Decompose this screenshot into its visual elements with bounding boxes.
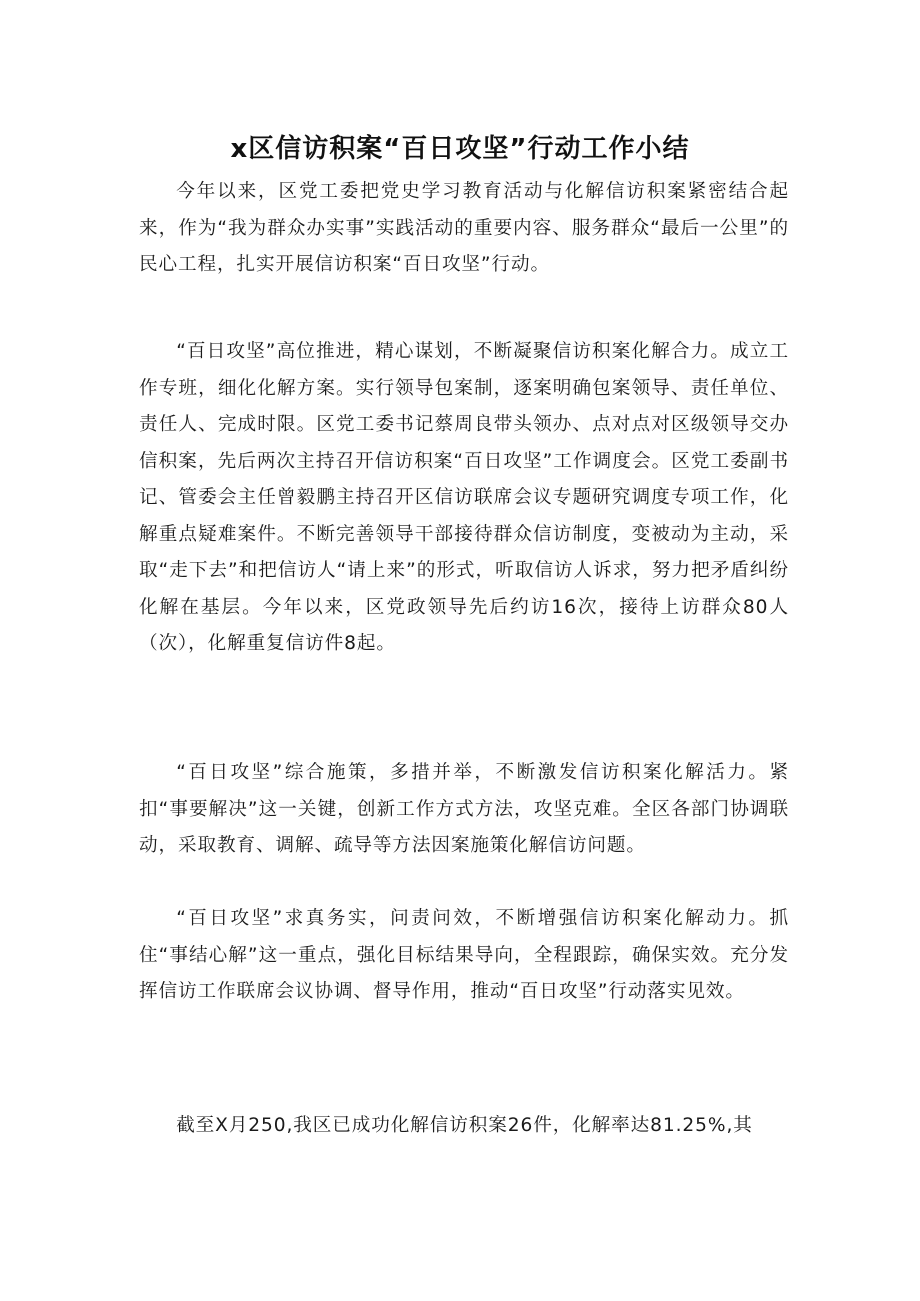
document-title: x区信访积案“百日攻坚”行动工作小结 — [230, 134, 690, 165]
paragraph-accountability: “百日攻坚”求真务实，问责问效，不断增强信访积案化解动力。抓住“事结心解”这一重点，强化目标结果导向，全程跟踪，确保实效。充分发挥信访工作联席会议协调、督导作用，推动“百日攻坚”行动落实见效。 — [139, 908, 789, 1002]
paragraph-high-level-promotion: “百日攻坚”高位推进，精心谋划，不断凝聚信访积案化解合力。成立工作专班，细化化解方案。实行领导包案制，逐案明确包案领导、责任单位、责任人、完成时限。区党工委书记蔡周良带头领办、点对点对区级领导交办信积案，先后两次主持召开信访积案“百日攻坚”工作调度会。区党工委副书记、管委会主任曾毅鹏主持召开区信访联席会议专题研究调度专项工作，化解重点疑难案件。不断完善领导干部接待群众信访制度，变被动为主动，采取“走下去”和把信访人“请上来”的形式，听取信访人诉求，努力把矛盾纠纷化解在基层。今年以来，区党政领导先后约访16次，接待上访群众80人（次），化解重复信访件8起。 — [139, 341, 789, 654]
paragraph-comprehensive-measures: “百日攻坚”综合施策，多措并举，不断激发信访积案化解活力。紧扣“事要解决”这一关键，创新工作方式方法，攻坚克难。全区各部门协调联动，采取教育、调解、疏导等方法因案施策化解信访问题。 — [139, 762, 789, 856]
paragraph-intro: 今年以来，区党工委把党史学习教育活动与化解信访积案紧密结合起来，作为“我为群众办实事”实践活动的重要内容、服务群众“最后一公里”的民心工程，扎实开展信访积案“百日攻坚”行动。 — [139, 181, 789, 275]
paragraph-results-summary: 截至X月250,我区已成功化解信访积案26件，化解率达81.25%,其 — [176, 1115, 753, 1136]
